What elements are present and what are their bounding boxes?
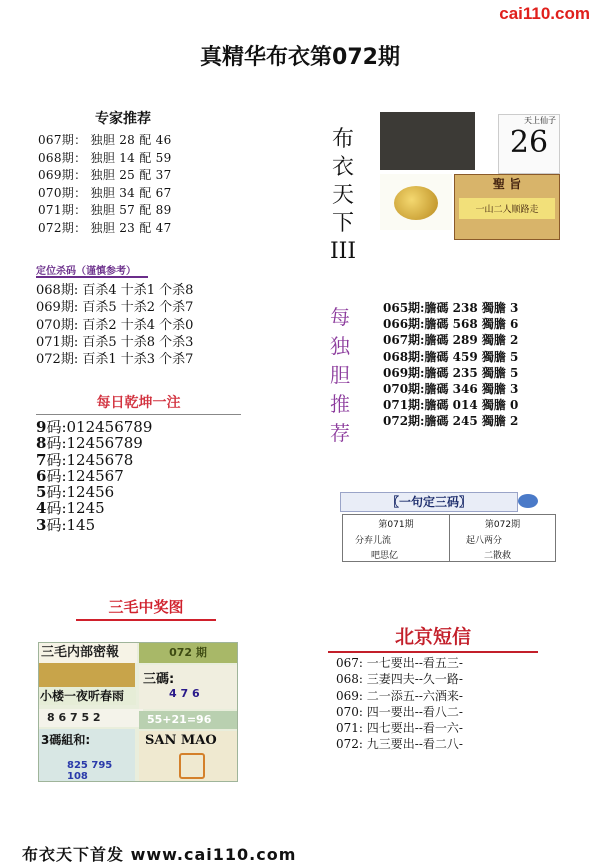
dan-row: 072期:膽碼 245 獨膽 2 [383, 414, 519, 429]
sms-row: 070: 四一要出--看八二- [336, 704, 463, 719]
daily-key: 4 [36, 499, 47, 518]
daily-row [36, 419, 241, 435]
dan-row: 071期:膽碼 014 獨膽 0 [383, 398, 519, 413]
kill-row: 070期: 百杀2 十杀4 个杀0 [36, 317, 194, 333]
holy-label: 聖 旨 [492, 177, 522, 191]
daily-title: 每日乾坤一注 [36, 392, 241, 415]
expert-row: 070期： 独胆 34 配 67 [38, 185, 172, 200]
sanmao-issue-box [139, 643, 237, 663]
kill-row: 072期: 百杀1 十杀3 个杀7 [36, 352, 194, 368]
daily-key: 9 [36, 418, 47, 436]
vertical-recommend [322, 303, 358, 448]
kill-row: 069期: 百杀5 十杀2 个杀7 [36, 300, 194, 316]
handwritten-number: 26 [509, 125, 549, 160]
footer-text[interactable]: 布衣天下首发 www.cai110.com [22, 845, 297, 864]
sentence-c1r1: 分弃儿流 [355, 536, 392, 546]
gold-ingot-icon [394, 186, 438, 220]
picture-collage [380, 112, 558, 240]
sms-title: 北京短信 [328, 622, 538, 653]
daily-key: 8 [36, 434, 47, 453]
daily-value: 码:124567 [46, 466, 124, 485]
sanmao-slogan: 小楼一夜听春雨 [39, 687, 136, 705]
sanmao-combo-label: 3碼組和: [41, 733, 91, 747]
sms-row: 068: 三妻四夫--久一路- [336, 672, 463, 687]
daily-row [36, 435, 241, 451]
sanmao-internal: 三毛内部密報 [39, 643, 137, 663]
vertical-char: 独 [330, 334, 350, 358]
sentence-title: 〖一句定三码〗 [340, 492, 518, 512]
sentence-col2-head: 第072期 [484, 520, 521, 530]
sms-row: 067: 一七要出--看五三- [336, 656, 463, 670]
vertical-char: 荐 [330, 421, 350, 445]
vertical-char: 布 [331, 127, 354, 152]
daily-row [36, 484, 241, 500]
daily-key: 6 [36, 466, 47, 485]
sentence-panel [330, 490, 556, 568]
vertical-brand [325, 126, 361, 266]
daily-row [36, 452, 241, 468]
dan-row: 068期:膽碼 459 獨膽 5 [383, 349, 519, 364]
daily-value: 码:12456789 [46, 434, 143, 453]
daily-panel [36, 392, 241, 533]
vertical-char: 衣 [331, 155, 354, 180]
expert-row: 068期： 独胆 14 配 59 [38, 150, 172, 165]
sentence-col-left [343, 515, 450, 561]
site-logo[interactable]: cai110.com [499, 4, 590, 23]
sanmao-qi: 期 [195, 646, 207, 659]
sanmao-banner [39, 663, 135, 687]
kill-title: 定位杀码（谨慎参考） [36, 262, 148, 278]
vertical-char: 推 [330, 392, 350, 416]
vertical-char: 每 [330, 305, 350, 329]
kill-row: 071期: 百杀5 十杀8 个杀3 [36, 334, 194, 350]
sanmao-combo-nums: 825 795 108 [67, 760, 113, 782]
sanmao-three-box [139, 665, 237, 709]
side-note [478, 116, 496, 170]
sanmao-digits: 8 6 7 5 2 [39, 709, 143, 727]
sms-row: 069: 二一添五--六酒来- [336, 688, 463, 703]
daily-row [36, 468, 241, 484]
daily-key: 3 [36, 515, 47, 534]
sanmao-issue: 072 [169, 646, 193, 659]
sanmao-brand-box [139, 731, 237, 781]
expert-row: 069期： 独胆 25 配 37 [38, 168, 172, 182]
sanmao-brand: SAN MAO [145, 733, 217, 748]
dark-photo [380, 112, 475, 170]
sms-row: 072: 九三要出--看二八- [336, 737, 463, 752]
daily-row [36, 500, 241, 516]
sanmao-combo-box [39, 729, 135, 781]
sanmao-stamp [179, 753, 205, 779]
sentence-c2r1: 起八两分 [466, 536, 503, 546]
road-label: 一山二人顺路走 [459, 198, 555, 219]
expert-panel [38, 108, 208, 237]
sanmao-formula: 55+21=96 [139, 711, 238, 729]
sentence-col1-head: 第071期 [378, 520, 414, 530]
daily-value: 码:12456 [46, 483, 115, 502]
dan-panel [383, 300, 518, 430]
daily-value: 码:1245 [46, 499, 105, 518]
sanmao-title: 三毛中奖图 [76, 596, 216, 621]
daily-row [36, 517, 241, 533]
dan-row: 066期:膽碼 568 獨膽 6 [383, 317, 519, 332]
daily-key: 5 [36, 483, 47, 502]
sentence-table [342, 514, 556, 562]
page-title: 真精华布衣第072期 [200, 45, 400, 70]
vertical-char: III [329, 239, 357, 264]
sentence-c2r2: 二散救 [484, 551, 512, 561]
ingot-image [380, 174, 452, 230]
sky-label: 天上仙子 [524, 116, 556, 125]
dan-row: 067期:膽碼 289 獨膽 2 [383, 333, 519, 348]
sentence-col-right [450, 515, 555, 561]
edict-scroll [454, 174, 560, 240]
sms-row: 071: 四七要出--看一六- [336, 721, 463, 736]
sanmao-three-nums: 4 7 6 [169, 687, 200, 700]
bird-icon [518, 494, 538, 508]
kill-row: 068期: 百杀4 十杀1 个杀8 [36, 283, 194, 298]
expert-row: 067期： 独胆 28 配 46 [38, 133, 172, 147]
sentence-c1r2: 吧思亿 [371, 551, 399, 561]
vertical-char: 天 [331, 183, 354, 208]
sanmao-three-code: 三碼: [143, 672, 175, 687]
daily-value: 码:012456789 [46, 418, 153, 436]
expert-row: 071期： 独胆 57 配 89 [38, 203, 172, 217]
daily-value: 码:145 [46, 515, 96, 534]
daily-value: 码:1245678 [46, 450, 134, 469]
sms-panel [336, 655, 463, 753]
dan-row: 069期:膽碼 235 獨膽 5 [383, 365, 519, 380]
vertical-char: 下 [331, 211, 354, 236]
sanmao-image [38, 642, 238, 782]
kill-panel [36, 262, 216, 368]
vertical-char: 胆 [330, 363, 350, 387]
expert-row: 072期： 独胆 23 配 47 [38, 220, 172, 235]
dan-row: 065期:膽碼 238 獨膽 3 [383, 301, 519, 315]
note-card [498, 114, 560, 174]
expert-title: 专家推荐 [95, 111, 151, 127]
dan-row: 070期:膽碼 346 獨膽 3 [383, 382, 519, 397]
daily-key: 7 [36, 450, 47, 469]
